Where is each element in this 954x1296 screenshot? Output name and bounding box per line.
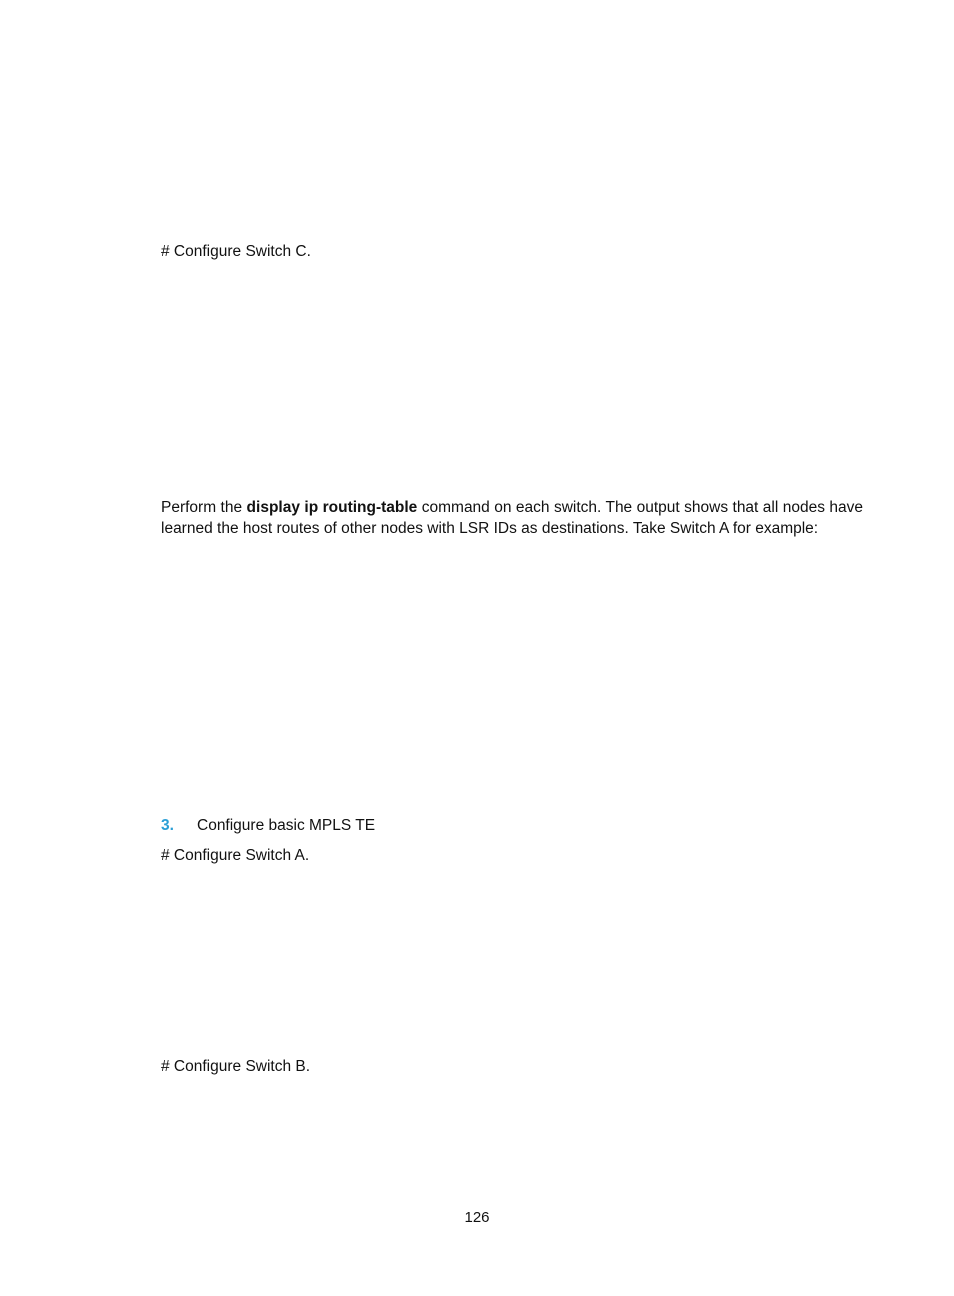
paragraph-suffix: command on each switch. The output shows that all nodes have learned the host routes of other nodes with LSR IDs as destinations. Take Switch A for example: <box>161 499 864 537</box>
step-title: Configure basic MPLS TE <box>197 817 376 834</box>
paragraph-prefix: Perform the <box>161 499 247 516</box>
routing-table-paragraph <box>161 497 863 539</box>
comment-configure-switch-c: # Configure Switch C. <box>161 243 311 260</box>
command-display-ip-routing-table: display ip routing-table <box>246 499 418 516</box>
comment-configure-switch-a: # Configure Switch A. <box>161 847 310 864</box>
step-number: 3. <box>161 817 174 834</box>
comment-configure-switch-b: # Configure Switch B. <box>161 1058 311 1075</box>
page-number: 126 <box>464 1209 490 1226</box>
